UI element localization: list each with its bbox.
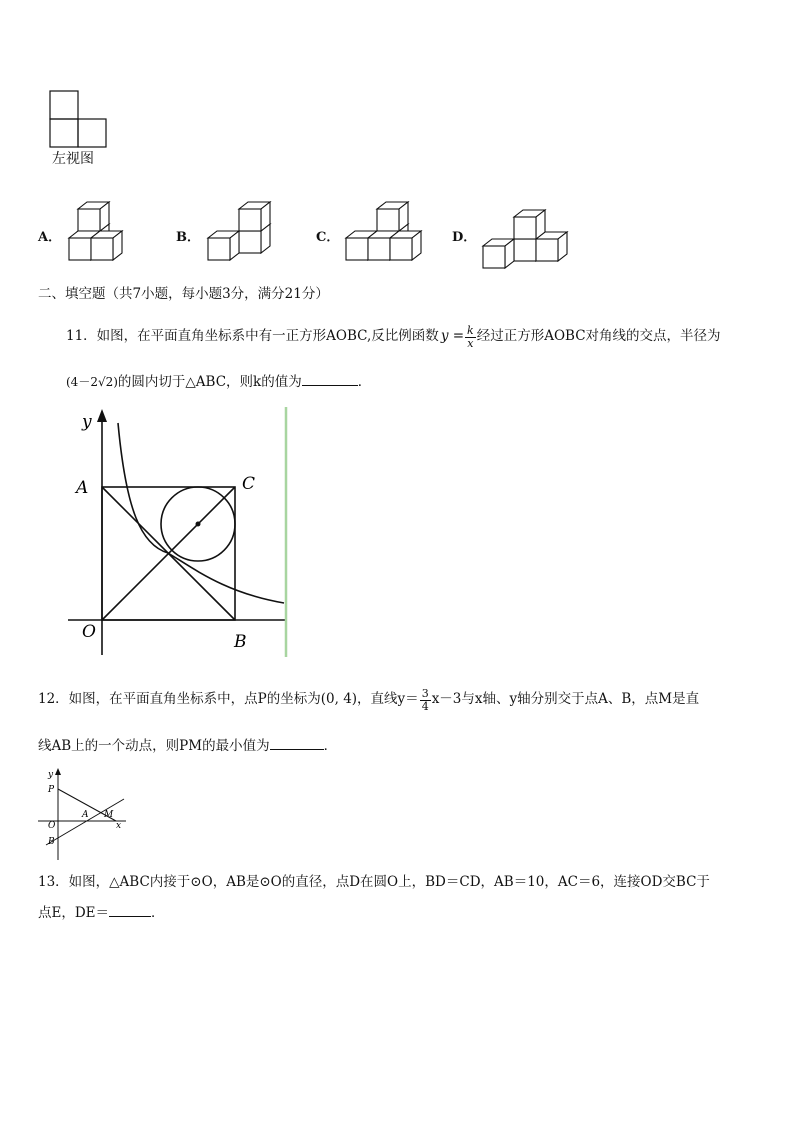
q11-text-part2: 经过正方形AOBC对角线的交点，半径为 xyxy=(476,328,721,345)
option-c-label[interactable]: C． xyxy=(316,230,340,245)
cube-block xyxy=(483,239,514,268)
cube-block xyxy=(208,231,239,260)
left-view-figure xyxy=(48,90,118,160)
q12-label-b: B xyxy=(48,837,55,847)
q12-line2 xyxy=(38,740,337,754)
q13-answer-blank[interactable] xyxy=(109,916,151,917)
q12-end: ． xyxy=(323,738,338,754)
q13-line1: 13．如图，△ABC内接于⊙O，AB是⊙O的直径，点D在圆O上，BD＝CD，AB＝10，AC＝6，连接OD交BC于 xyxy=(38,874,710,890)
section-heading: 二、填空题（共7小题，每小题3分，满分21分） xyxy=(38,286,329,302)
q13-end: ． xyxy=(151,905,165,921)
cube-block xyxy=(239,202,270,231)
q12-fraction-den: 4 xyxy=(421,699,429,713)
q12-figure xyxy=(36,765,136,865)
q11-fraction-den: x xyxy=(467,336,474,350)
q11-label-o: O xyxy=(82,622,96,642)
q11-answer-blank[interactable] xyxy=(302,385,358,386)
q12-label-o: O xyxy=(48,821,56,831)
q11-line1 xyxy=(66,322,721,352)
q13-line2 xyxy=(38,907,165,921)
cube-block xyxy=(91,231,122,260)
q12-label-x: x xyxy=(116,821,122,831)
q11-end: ． xyxy=(357,374,372,390)
q12-text-line2: 线AB上的一个动点，则PM的最小值为 xyxy=(38,738,270,754)
option-c-figure[interactable] xyxy=(343,198,443,268)
q11-fraction xyxy=(465,325,476,349)
q11-label-b: B xyxy=(234,632,247,652)
q11-radius: (4－2√2) xyxy=(66,375,118,389)
q12-line1 xyxy=(38,682,699,718)
q11-text-part3: 的圆内切于△ABC，则k的值为 xyxy=(117,374,302,390)
q12-text-part1: 12．如图，在平面直角坐标系中，点P的坐标为(0, 4)，直线y＝ xyxy=(38,691,419,708)
option-a-figure[interactable] xyxy=(64,198,144,268)
q12-label-a: A xyxy=(82,810,89,820)
cube-block xyxy=(78,202,109,231)
q13-text-line2: 点E，DE＝ xyxy=(38,905,110,921)
cube-block xyxy=(536,232,567,261)
option-d-figure[interactable] xyxy=(480,190,570,270)
cube-block xyxy=(377,202,408,231)
q11-label-a: A xyxy=(76,478,89,498)
cube-block xyxy=(514,210,545,239)
q12-answer-blank[interactable] xyxy=(270,749,324,750)
q12-label-m: M xyxy=(104,810,114,820)
left-view-caption: 左视图 xyxy=(52,151,94,167)
q12-text-part2: x－3与x轴、y轴分别交于点A、B，点M是直 xyxy=(431,691,700,708)
option-b-label[interactable]: B． xyxy=(176,230,200,245)
q12-label-y: y xyxy=(48,770,54,780)
q11-text-part1: 11．如图，在平面直角坐标系中有一正方形AOBC,反比例函数 xyxy=(66,328,439,345)
q11-line2 xyxy=(66,376,371,390)
q11-figure xyxy=(66,405,296,665)
cube-block xyxy=(390,231,421,260)
q11-label-c: C xyxy=(242,474,256,494)
option-a-label[interactable]: A． xyxy=(38,230,62,245)
q11-fraction-num: k xyxy=(467,323,474,337)
q12-fraction xyxy=(420,688,431,712)
q11-label-y: y xyxy=(82,412,92,432)
option-d-label[interactable]: D． xyxy=(452,230,477,245)
q12-label-p: P xyxy=(48,785,55,795)
option-b-figure[interactable] xyxy=(203,198,283,268)
q12-fraction-num: 3 xyxy=(421,686,429,700)
q11-formula-lhs: y = xyxy=(440,328,465,345)
